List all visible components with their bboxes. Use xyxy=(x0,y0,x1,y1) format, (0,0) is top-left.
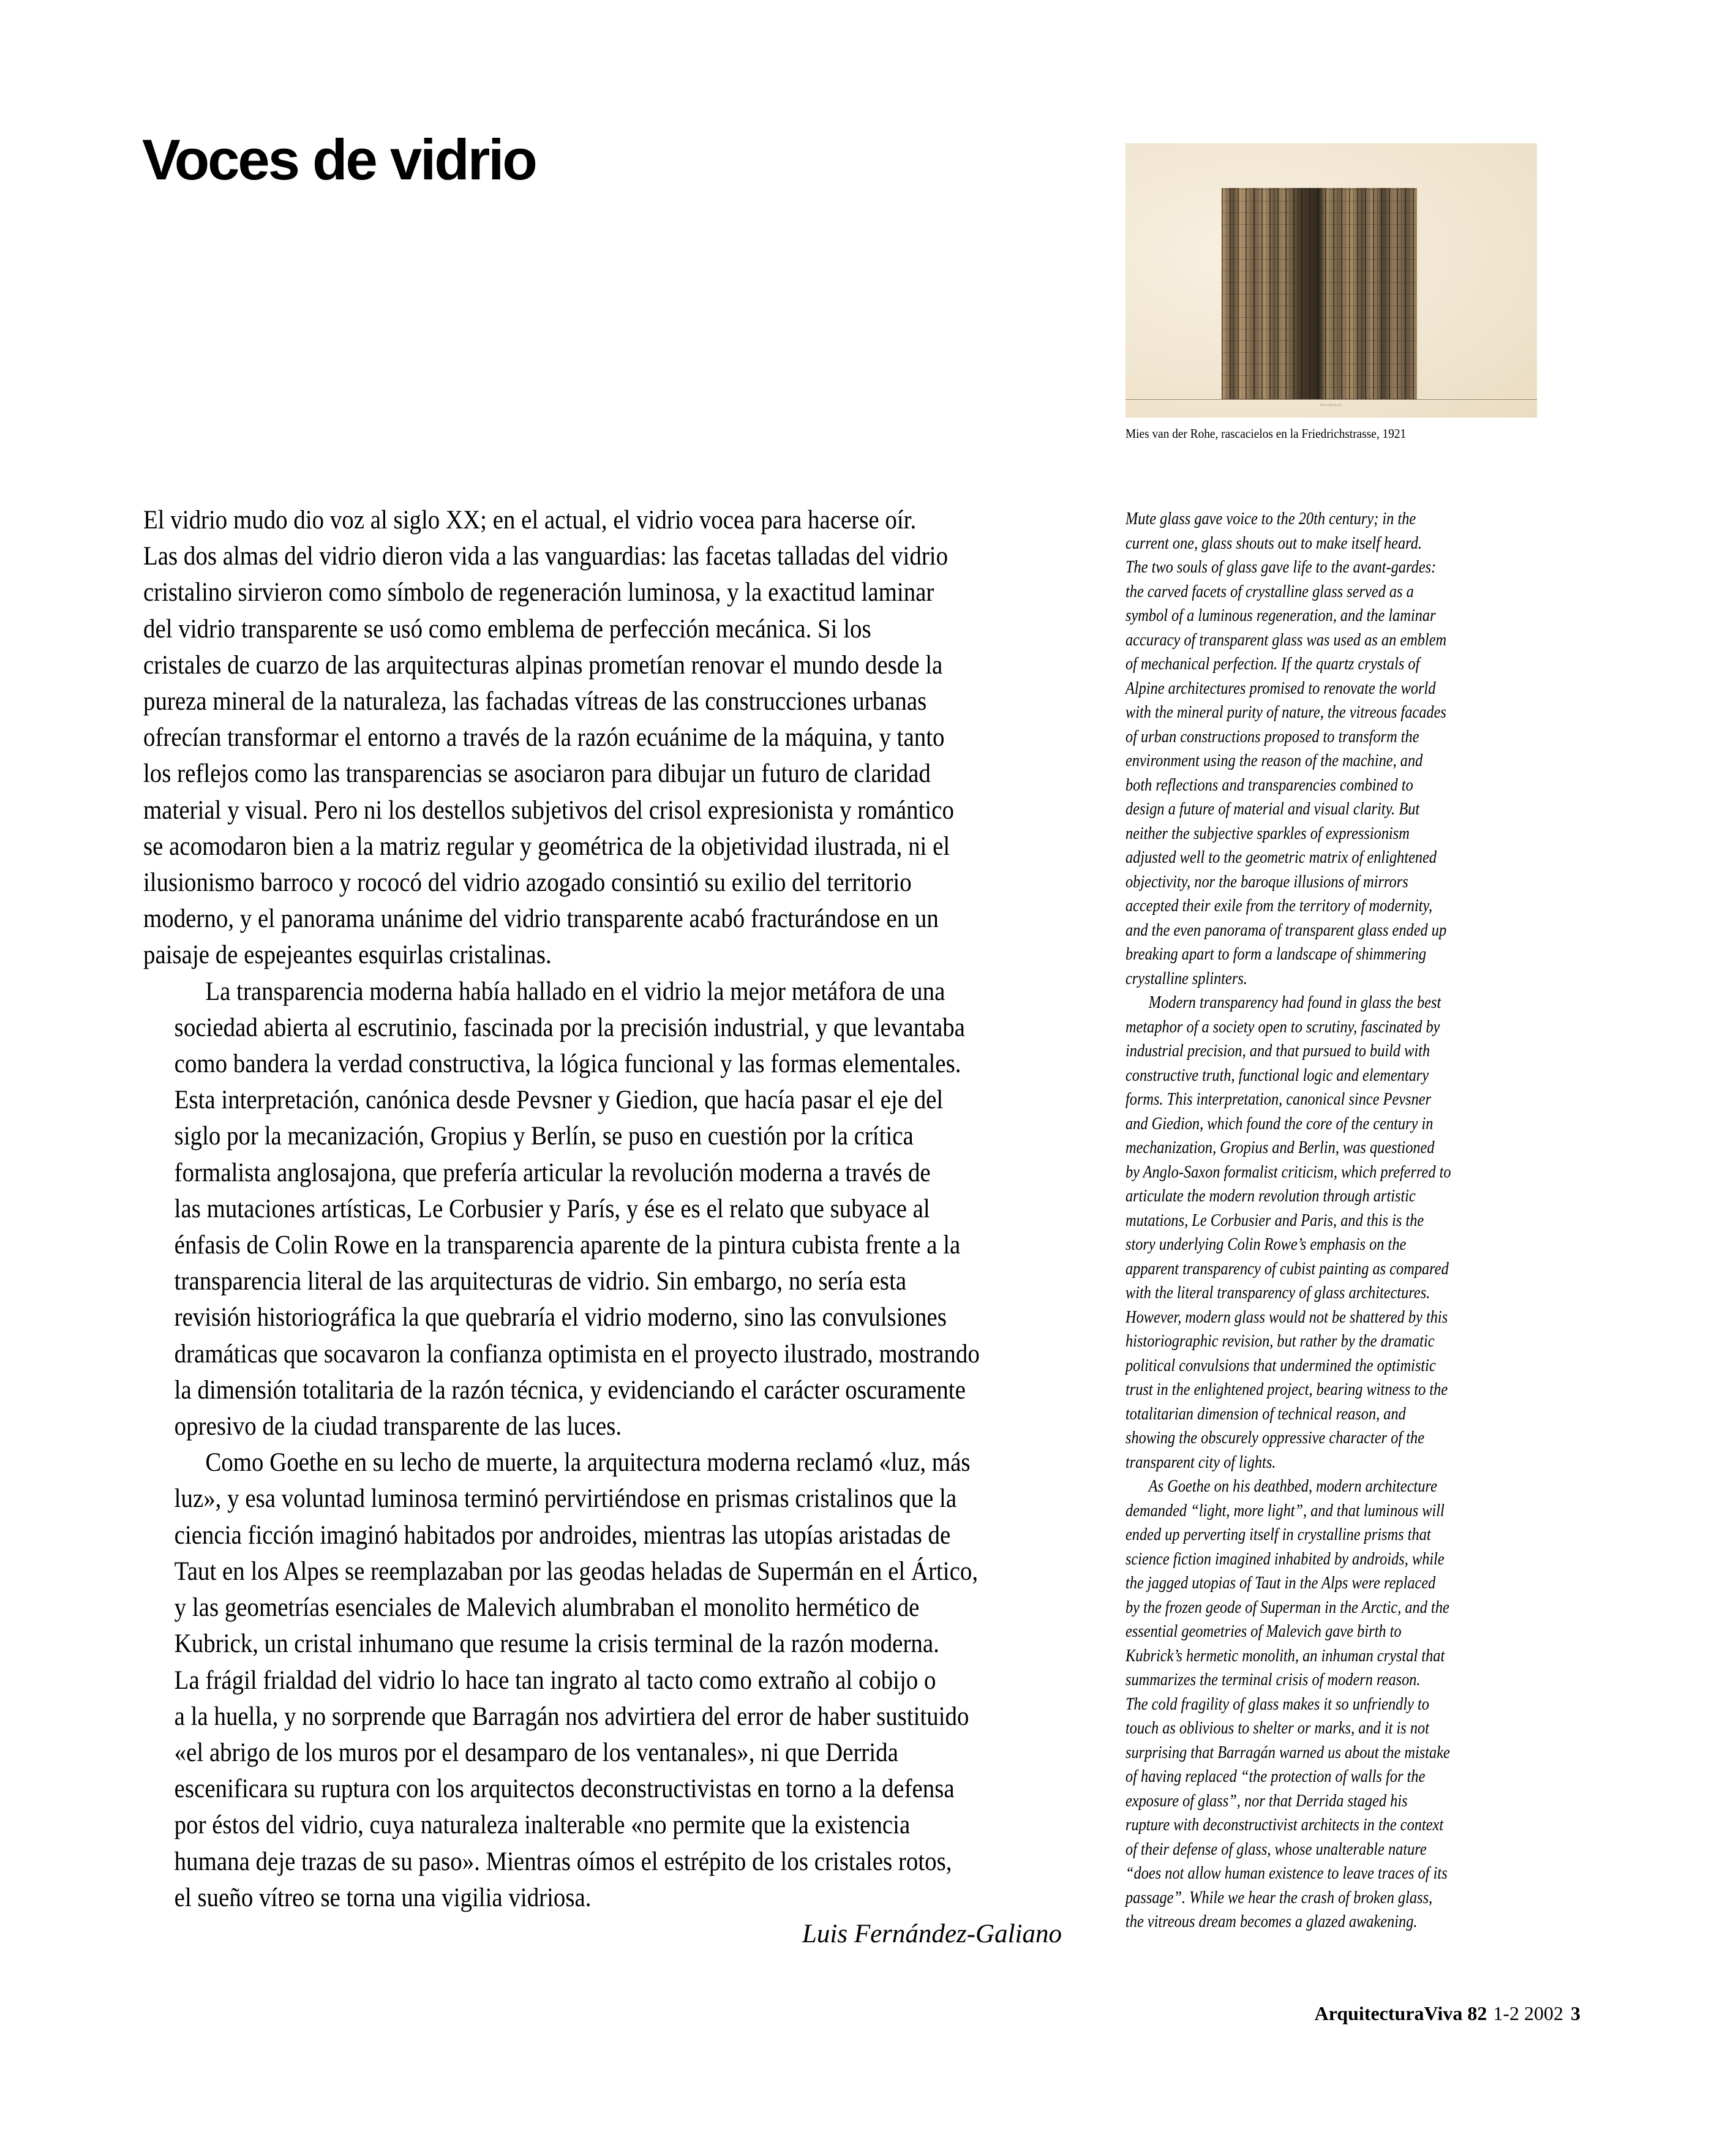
text-line: showing the obscurely oppressive character of the xyxy=(1125,1428,1425,1448)
text-line: del vidrio transparente se usó como emblema de perfección mecánica. Si los xyxy=(143,614,871,644)
text-line: Modern transparency had found in glass the best xyxy=(1148,993,1441,1012)
text-line: dramáticas que socavaron la confianza optimista en el proyecto ilustrado, mostrando xyxy=(174,1339,980,1369)
english-paragraph-1 xyxy=(1125,507,1615,991)
text-line: touch as oblivious to shelter or marks, and it is not xyxy=(1125,1718,1429,1738)
text-line: breaking apart to form a landscape of shimmering xyxy=(1125,944,1427,964)
text-line: revisión historiográfica la que quebraría el vidrio moderno, sino las convulsiones xyxy=(174,1303,947,1332)
text-line: industrial precision, and that pursued to build with xyxy=(1125,1041,1430,1061)
text-line: essential geometries of Malevich gave birth to xyxy=(1125,1621,1402,1641)
text-line: La frágil frialdad del vidrio lo hace tan ingrato al tacto como extraño al cobijo o xyxy=(174,1665,936,1695)
text-line: the vitreous dream becomes a glazed awakening. xyxy=(1125,1912,1418,1931)
page-footer xyxy=(1315,2002,1580,2025)
spanish-paragraph-2 xyxy=(143,974,1092,1445)
author-signature: Luis Fernández-Galiano xyxy=(802,1919,1062,1948)
text-line: As Goethe on his deathbed, modern architecture xyxy=(1148,1476,1437,1496)
text-line: the carved facets of crystalline glass served as a xyxy=(1125,581,1414,601)
text-line: demanded “light, more light”, and that luminous will xyxy=(1125,1500,1445,1520)
text-line: sociedad abierta al escrutinio, fascinada por la precisión industrial, y que levantaba xyxy=(174,1013,965,1042)
text-line: surprising that Barragán warned us about the mistake xyxy=(1125,1742,1450,1762)
text-line: metaphor of a society open to scrutiny, fascinated by xyxy=(1125,1016,1440,1037)
text-line: transparent city of lights. xyxy=(1125,1452,1276,1472)
issue-date: 1-2 2002 xyxy=(1493,2002,1563,2024)
text-line: crystalline splinters. xyxy=(1125,968,1247,988)
figure-image xyxy=(1125,143,1537,418)
text-line: with the mineral purity of nature, the vitreous facades xyxy=(1125,702,1446,722)
text-line: ended up perverting itself in crystalline prisms that xyxy=(1125,1525,1431,1544)
text-line: siglo por la mecanización, Gropius y Berlín, se puso en cuestión por la crítica xyxy=(174,1122,914,1151)
text-line: pureza mineral de la naturaleza, las fachadas vítreas de las construcciones urbanas xyxy=(143,687,927,716)
english-paragraph-3 xyxy=(1125,1474,1615,1934)
figure-caption: Mies van der Rohe, rascacielos en la Friedrichstrasse, 1921 xyxy=(1125,426,1407,441)
text-line: Como Goethe en su lecho de muerte, la arquitectura moderna reclamó «luz, más xyxy=(205,1448,971,1478)
text-line: a la huella, y no sorprende que Barragán nos advirtiera del error de haber sustituido xyxy=(174,1702,969,1731)
text-line: summarizes the terminal crisis of modern reason. xyxy=(1125,1670,1421,1689)
text-line: paisaje de espejeantes esquirlas cristalinas. xyxy=(143,941,552,970)
text-line: of urban constructions proposed to transform the xyxy=(1125,726,1419,746)
drawing-label: HOCHHAUS xyxy=(1320,404,1342,407)
text-line: totalitarian dimension of technical reason, and xyxy=(1125,1403,1406,1424)
text-line: Kubrick, un cristal inhumano que resume la crisis terminal de la razón moderna. xyxy=(174,1629,939,1659)
page-number: 3 xyxy=(1571,2002,1580,2024)
text-line: of mechanical perfection. If the quartz crystals of xyxy=(1125,654,1420,674)
text-line: formalista anglosajona, que prefería articular la revolución moderna a través de xyxy=(174,1158,931,1187)
text-line: opresivo de la ciudad transparente de las luces. xyxy=(174,1412,622,1441)
text-line: ilusionismo barroco y rococó del vidrio azogado consintió su exilio del territorio xyxy=(143,868,912,898)
text-line: of having replaced “the protection of walls for the xyxy=(1125,1767,1426,1786)
text-line: se acomodaron bien a la matriz regular y geométrica de la objetividad ilustrada, ni el xyxy=(143,832,950,861)
text-line: las mutaciones artísticas, Le Corbusier y París, y ése es el relato que subyace al xyxy=(174,1194,930,1223)
text-line: transparencia literal de las arquitecturas de vidrio. Sin embargo, no sería esta xyxy=(174,1267,907,1296)
text-line: como bandera la verdad constructiva, la lógica funcional y las formas elementales. xyxy=(174,1050,961,1079)
text-line: environment using the reason of the machine, and xyxy=(1125,751,1423,770)
text-line: and Giedion, which found the core of the century in xyxy=(1125,1113,1434,1133)
text-line: However, modern glass would not be shattered by this xyxy=(1125,1307,1448,1327)
text-line: cristalino sirvieron como símbolo de regeneración luminosa, y la exactitud laminar xyxy=(143,578,934,607)
text-line: El vidrio mudo dio voz al siglo XX; en el actual, el vidrio vocea para hacerse oír. xyxy=(143,506,917,535)
text-line: current one, glass shouts out to make itself heard. xyxy=(1125,533,1422,553)
ground-line xyxy=(1125,399,1537,400)
text-line: forms. This interpretation, canonical since Pevsner xyxy=(1125,1089,1432,1109)
text-line: and the even panorama of transparent glass ended up xyxy=(1125,920,1447,940)
text-line: Las dos almas del vidrio dieron vida a las vanguardias: las facetas talladas del vidrio xyxy=(143,542,949,571)
text-line: objectivity, nor the baroque illusions of mirrors xyxy=(1125,871,1408,892)
text-line: design a future of material and visual clarity. But xyxy=(1125,799,1420,819)
text-line: Alpine architectures promised to renovate the world xyxy=(1125,678,1436,698)
text-line: exposure of glass”, nor that Derrida staged his xyxy=(1125,1790,1408,1811)
text-line: passage”. While we hear the crash of broken glass, xyxy=(1125,1887,1433,1907)
text-line: by Anglo-Saxon formalist criticism, which preferred to xyxy=(1125,1162,1451,1182)
text-line: cristales de cuarzo de las arquitecturas alpinas prometían renovar el mundo desde la xyxy=(143,650,943,680)
spanish-paragraph-3 xyxy=(143,1444,1092,1916)
text-line: escenificara su ruptura con los arquitectos deconstructivistas en torno a la defensa xyxy=(174,1774,955,1804)
article-title: Voces de vidrio xyxy=(142,127,536,192)
text-line: articulate the modern revolution through artistic xyxy=(1125,1186,1416,1206)
magazine-name: ArquitecturaViva 82 xyxy=(1314,2002,1487,2024)
text-line: with the literal transparency of glass architectures. xyxy=(1125,1283,1430,1302)
text-line: énfasis de Colin Rowe en la transparencia aparente de la pintura cubista frente a la xyxy=(174,1231,961,1260)
text-line: The cold fragility of glass makes it so unfriendly to xyxy=(1125,1694,1429,1714)
text-line: mechanization, Gropius and Berlin, was questioned xyxy=(1125,1138,1435,1157)
text-line: story underlying Colin Rowe’s emphasis on the xyxy=(1125,1234,1407,1254)
text-line: por éstos del vidrio, cuya naturaleza inalterable «no permite que la existencia xyxy=(174,1811,911,1840)
text-line: luz», y esa voluntad luminosa terminó pervirtiéndose en prismas cristalinos que la xyxy=(174,1484,957,1514)
text-line: of their defense of glass, whose unalterable nature xyxy=(1125,1839,1427,1859)
text-line: science fiction imagined inhabited by androids, while xyxy=(1125,1549,1445,1569)
text-line: material y visual. Pero ni los destellos subjetivos del crisol expresionista y romántico xyxy=(143,795,954,825)
text-line: ciencia ficción imaginó habitados por androides, mientras las utopías aristadas de xyxy=(174,1520,951,1550)
text-line: y las geometrías esenciales de Malevich alumbraban el monolito hermético de xyxy=(174,1593,920,1623)
text-line: la dimensión totalitaria de la razón técnica, y evidenciando el carácter oscuramente xyxy=(174,1375,966,1405)
spanish-column xyxy=(143,502,1092,1952)
text-line: moderno, y el panorama unánime del vidrio transparente acabó fracturándose en un xyxy=(143,904,939,934)
text-line: Kubrick’s hermetic monolith, an inhuman crystal that xyxy=(1125,1645,1445,1665)
text-line: apparent transparency of cubist painting as compared xyxy=(1125,1258,1449,1279)
text-line: mutations, Le Corbusier and Paris, and this is the xyxy=(1125,1210,1424,1230)
text-line: La transparencia moderna había hallado en el vidrio la mejor metáfora de una xyxy=(205,977,945,1006)
text-line: adjusted well to the geometric matrix of enlightened xyxy=(1125,847,1437,867)
skyscraper-drawing-icon xyxy=(1222,188,1417,399)
text-line: constructive truth, functional logic and elementary xyxy=(1125,1065,1429,1085)
text-line: the jagged utopias of Taut in the Alps were replaced xyxy=(1125,1573,1436,1593)
text-line: «el abrigo de los muros por el desamparo de los ventanales», ni que Derrida xyxy=(174,1738,898,1767)
text-line: Taut en los Alpes se reemplazaban por las geodas heladas de Supermán en el Ártico, xyxy=(174,1557,979,1586)
text-line: symbol of a luminous regeneration, and the laminar xyxy=(1125,606,1436,625)
text-line: Esta interpretación, canónica desde Pevsner y Giedion, que hacía pasar el eje del xyxy=(174,1086,944,1115)
text-line: trust in the enlightened project, bearing witness to the xyxy=(1125,1380,1448,1399)
text-line: by the frozen geode of Superman in the Arctic, and the xyxy=(1125,1597,1449,1617)
english-column xyxy=(1125,507,1615,1934)
text-line: rupture with deconstructivist architects in the context xyxy=(1125,1815,1444,1834)
text-line: historiographic revision, but rather by the dramatic xyxy=(1125,1331,1435,1351)
english-paragraph-2 xyxy=(1125,991,1615,1474)
text-line: “does not allow human existence to leave traces of its xyxy=(1125,1863,1448,1883)
text-line: political convulsions that undermined the optimistic xyxy=(1125,1355,1436,1375)
text-line: ofrecían transformar el entorno a través de la razón ecuánime de la máquina, y tanto xyxy=(143,723,945,753)
text-line: both reflections and transparencies combined to xyxy=(1125,775,1413,795)
text-line: accepted their exile from the territory of modernity, xyxy=(1125,896,1433,915)
text-line: neither the subjective sparkles of expressionism xyxy=(1125,823,1410,843)
text-line: Mute glass gave voice to the 20th century; in the xyxy=(1125,509,1416,528)
text-line: los reflejos como las transparencias se asociaron para dibujar un futuro de claridad xyxy=(143,759,931,789)
text-line: humana deje trazas de su paso». Mientras oímos el estrépito de los cristales rotos, xyxy=(174,1847,952,1876)
text-line: accuracy of transparent glass was used as an emblem xyxy=(1125,629,1447,650)
text-line: The two souls of glass gave life to the avant-gardes: xyxy=(1125,557,1437,577)
spanish-paragraph-1 xyxy=(143,502,1092,974)
text-line: el sueño vítreo se torna una vigilia vidriosa. xyxy=(174,1883,592,1912)
